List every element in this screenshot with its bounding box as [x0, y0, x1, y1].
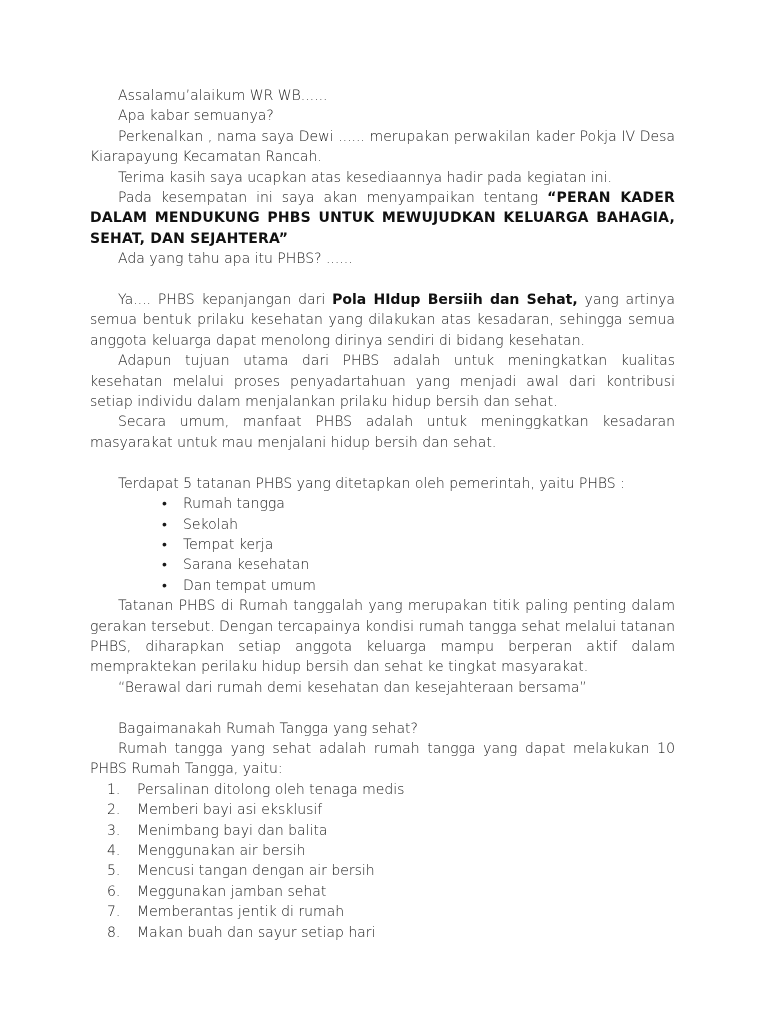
list-item: • Sekolah — [162, 515, 675, 535]
question-paragraph: Apa kabar semuanya? — [118, 108, 274, 125]
list-item-number: 1. — [107, 781, 121, 798]
household-tatanan-paragraph: Tatanan PHBS di Rumah tanggalah yang merupakan titik paling penting dalam gerakan tersebut. Dengan tercapainya kondisi rumah tangga sehat melalui tatanan PHBS, diharapkan setiap anggota keluarga mampu berperan aktif dalam mempraktekan perilaku hidup bersih dan sehat ke tingkat masyarakat. — [90, 598, 675, 676]
list-item: • Dan tempat umum — [162, 576, 675, 596]
list-item-text: Meggunakan jamban sehat — [137, 883, 327, 900]
topic-paragraph — [90, 188, 675, 249]
list-item-number: 5. — [107, 863, 121, 880]
greeting-paragraph: Assalamu’alaikum WR WB...... — [118, 88, 328, 104]
list-item-text: Menggunakan air bersih — [137, 842, 306, 859]
list-item-text: Mencusi tangan dengan air bersih — [137, 863, 375, 880]
list-item-number: 2. — [107, 802, 121, 819]
thanks-paragraph: Terima kasih saya ucapkan atas kesediaannya hadir pada kegiatan ini. — [118, 169, 612, 186]
introduction-paragraph: Perkenalkan , nama saya Dewi ...... merupakan perwakilan kader Pokja IV Desa Kiarapayung Kecamatan Rancah. — [90, 128, 675, 166]
phbs-question-paragraph: Ada yang tahu apa itu PHBS? ...... — [118, 251, 353, 268]
list-item-number: 8. — [107, 924, 121, 941]
list-item — [107, 841, 675, 861]
list-item-text: Memberantas jentik di rumah — [137, 904, 345, 921]
list-item-text: Makan buah dan sayur setiap hari — [137, 924, 376, 941]
list-item-number: 7. — [107, 904, 121, 921]
list-item: • Tempat kerja — [162, 535, 675, 555]
list-item-number: 4. — [107, 842, 121, 859]
phbs-expansion: Pola HIdup Bersiih dan Sehat, — [332, 292, 578, 309]
list-item-text: Menimbang bayi dan balita — [137, 822, 328, 839]
list-item-number: 3. — [107, 822, 121, 839]
document-page — [90, 86, 675, 943]
phbs-benefit-paragraph: Secara umum, manfaat PHBS adalah untuk meninggkatkan kesadaran masyarakat untuk mau menjalani hidup bersih dan sehat. — [90, 414, 675, 451]
list-item — [107, 821, 675, 841]
list-item — [107, 800, 675, 820]
definition-post-text: yang artinya semua bentuk prilaku kesehatan yang dilakukan atas kesadaran, sehingga semua anggota keluarga dapat menolong dirinya sendiri di bidang kesehatan. — [90, 292, 676, 349]
list-item — [107, 861, 675, 881]
list-item: • Sarana kesehatan — [162, 555, 675, 575]
list-item — [107, 923, 675, 943]
phbs-numbered-list — [90, 780, 675, 943]
list-item — [107, 902, 675, 922]
tatanan-bullet-list — [90, 494, 675, 596]
phbs-purpose-paragraph: Adapun tujuan utama dari PHBS adalah untuk meningkatkan kualitas kesehatan melalui proses penyadartahuan yang menjadi awal dari kontribusi setiap individu dalam menjalankan prilaku hidup bersih dan sehat. — [90, 353, 675, 411]
list-item — [107, 882, 675, 902]
healthy-household-definition: Rumah tangga yang sehat adalah rumah tangga yang dapat melakukan 10 PHBS Rumah Tangga, yaitu: — [90, 740, 675, 778]
spacer — [90, 453, 675, 473]
list-item-text: Memberi bayi asi eksklusif — [137, 802, 323, 819]
topic-title: “PERAN KADER DALAM MENDUKUNG PHBS UNTUK MEWUJUDKAN KELUARGA BAHAGIA, SEHAT, DAN SEJAHTERA” — [90, 190, 675, 247]
list-item — [107, 780, 675, 800]
healthy-household-question: Bagaimanakah Rumah Tangga yang sehat? — [118, 720, 418, 737]
slogan-paragraph: “Berawal dari rumah demi kesehatan dan kesejahteraan bersama” — [118, 679, 587, 696]
spacer — [90, 270, 675, 290]
spacer — [90, 698, 675, 718]
definition-pre-text: Ya.... PHBS kepanjangan dari — [118, 292, 333, 309]
list-item: • Rumah tangga — [162, 494, 675, 514]
list-item-text: Persalinan ditolong oleh tenaga medis — [137, 781, 405, 798]
topic-intro-text: Pada kesempatan ini saya akan menyampaikan tentang — [118, 190, 548, 207]
list-item-number: 6. — [107, 883, 121, 900]
tatanan-intro-paragraph: Terdapat 5 tatanan PHBS yang ditetapkan oleh pemerintah, yaitu PHBS : — [118, 475, 625, 492]
phbs-definition-paragraph — [90, 290, 675, 351]
